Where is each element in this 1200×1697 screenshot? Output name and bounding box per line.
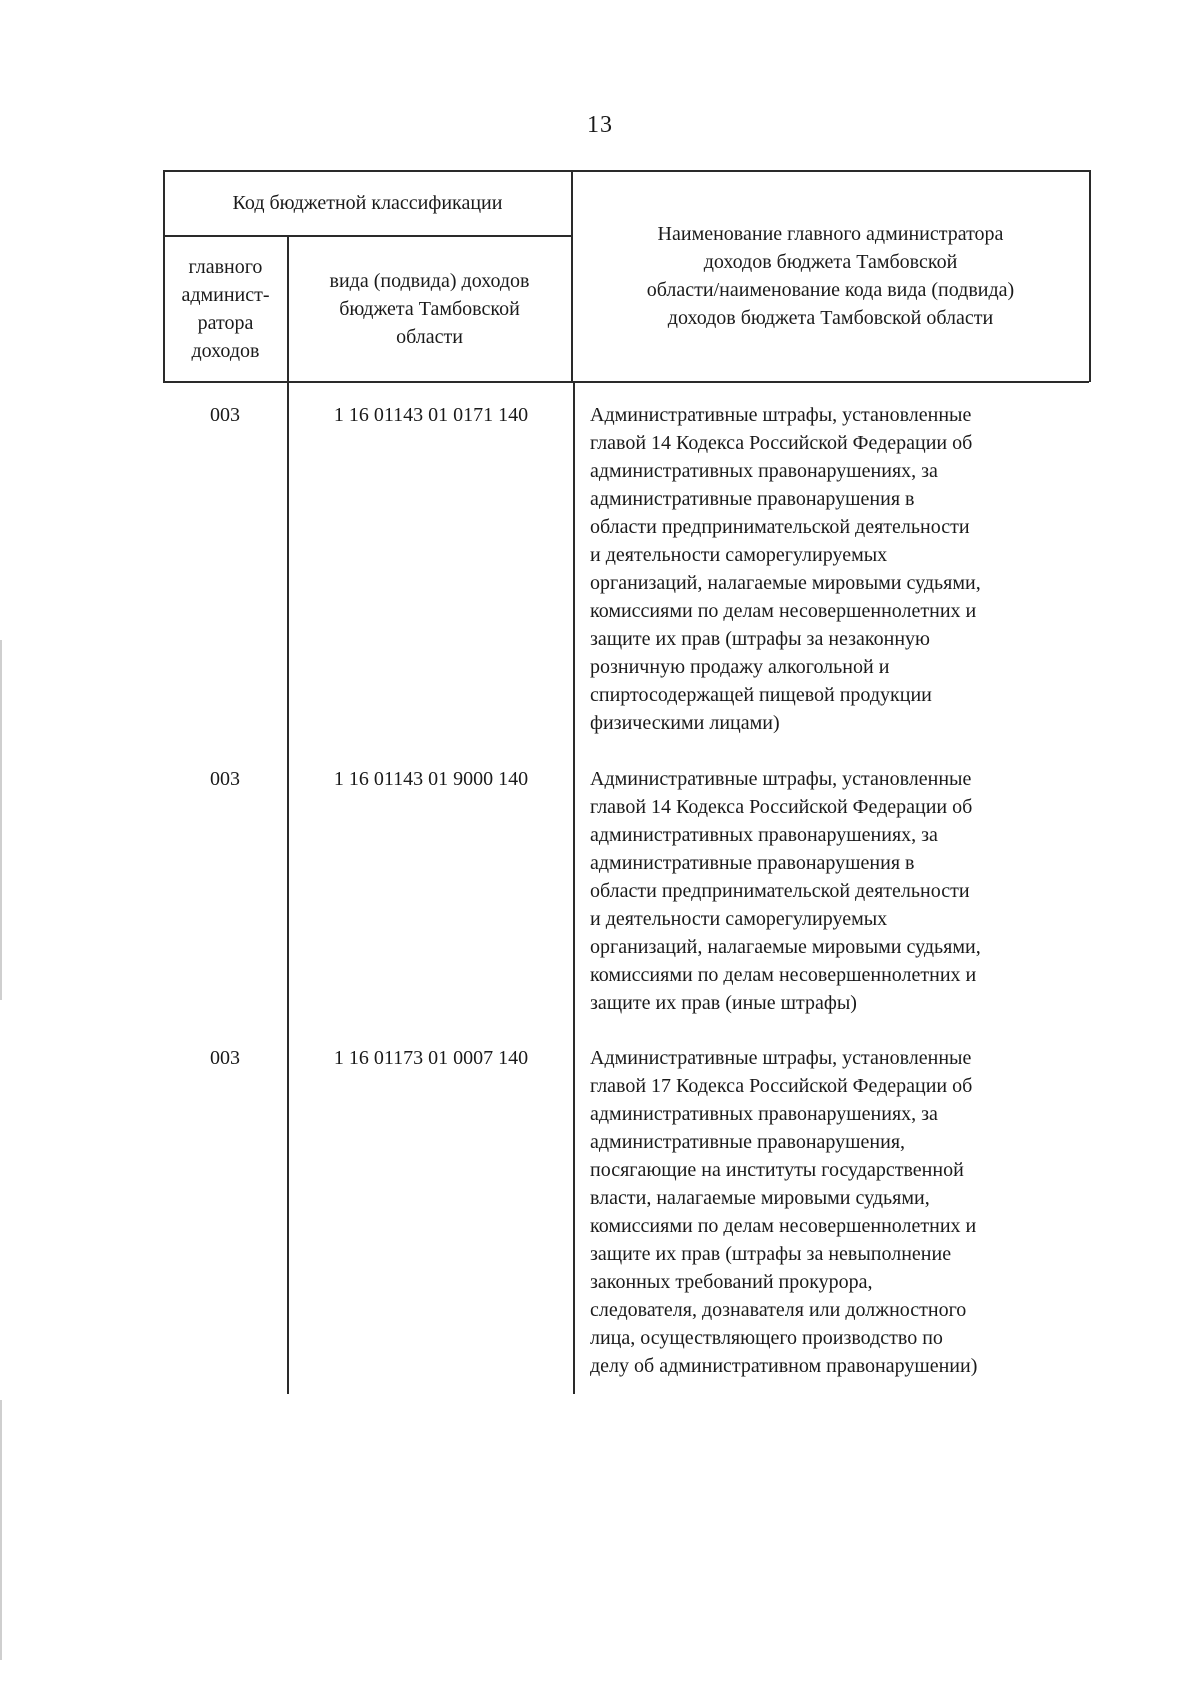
revenue-name: Административные штрафы, установленные главой 14 Кодекса Российской Федерации об административных правонарушениях, за административные правонарушения в области предпринимательской деятельности и деятельности саморегулируемых организаций, налагаемые мировыми судьями, комиссиями по делам несовершеннолетних и защите их прав (иные штрафы) xyxy=(590,768,981,1014)
scan-margin-mark xyxy=(0,640,2,1000)
page-number: 13 xyxy=(587,112,613,138)
header-right-border xyxy=(1089,170,1091,382)
admin-code: 003 xyxy=(210,404,240,426)
revenue-name: Административные штрафы, установленные главой 14 Кодекса Российской Федерации об административных правонарушениях, за административные правонарушения в области предпринимательской деятельности и деятельности саморегулируемых организаций, налагаемые мировыми судьями, комиссиями по делам несовершеннолетних и защите их прав (штрафы за незаконную розничную продажу алкогольной и спиртосодержащей пищевой продукции физическими лицами) xyxy=(590,404,981,734)
kbk-code: 1 16 01173 01 0007 140 xyxy=(333,1047,529,1069)
body-col1-divider xyxy=(287,382,289,1394)
header-name-column: Наименование главного администратора доходов бюджета Тамбовской области/наименование кода вида (подвида) доходов бюджета Тамбовской области xyxy=(646,223,1015,329)
kbk-code: 1 16 01143 01 0171 140 xyxy=(333,404,529,426)
revenue-name: Административные штрафы, установленные главой 17 Кодекса Российской Федерации об административных правонарушениях, за административные правонарушения, посягающие на институты государственной власти, налагаемые мировыми судьями, комиссиями по делам несовершеннолетних и защите их прав (штрафы за невыполнение законных требований прокурора, следователя, дознавателя или должностного лица, осуществляющего производство по делу об административном правонарушении) xyxy=(590,1047,978,1377)
admin-code: 003 xyxy=(210,1047,240,1069)
header-kbk-column: вида (подвида) доходов бюджета Тамбовской области xyxy=(329,269,530,348)
scan-margin-mark xyxy=(0,1400,2,1660)
admin-code: 003 xyxy=(210,768,240,790)
kbk-code: 1 16 01143 01 9000 140 xyxy=(333,768,529,790)
header-group-label: Код бюджетной классификации xyxy=(232,192,503,214)
body-col2-divider xyxy=(573,382,575,1394)
header-bottom-border xyxy=(163,381,1089,383)
header-admin-column: главного админист- ратора доходов xyxy=(181,255,270,362)
